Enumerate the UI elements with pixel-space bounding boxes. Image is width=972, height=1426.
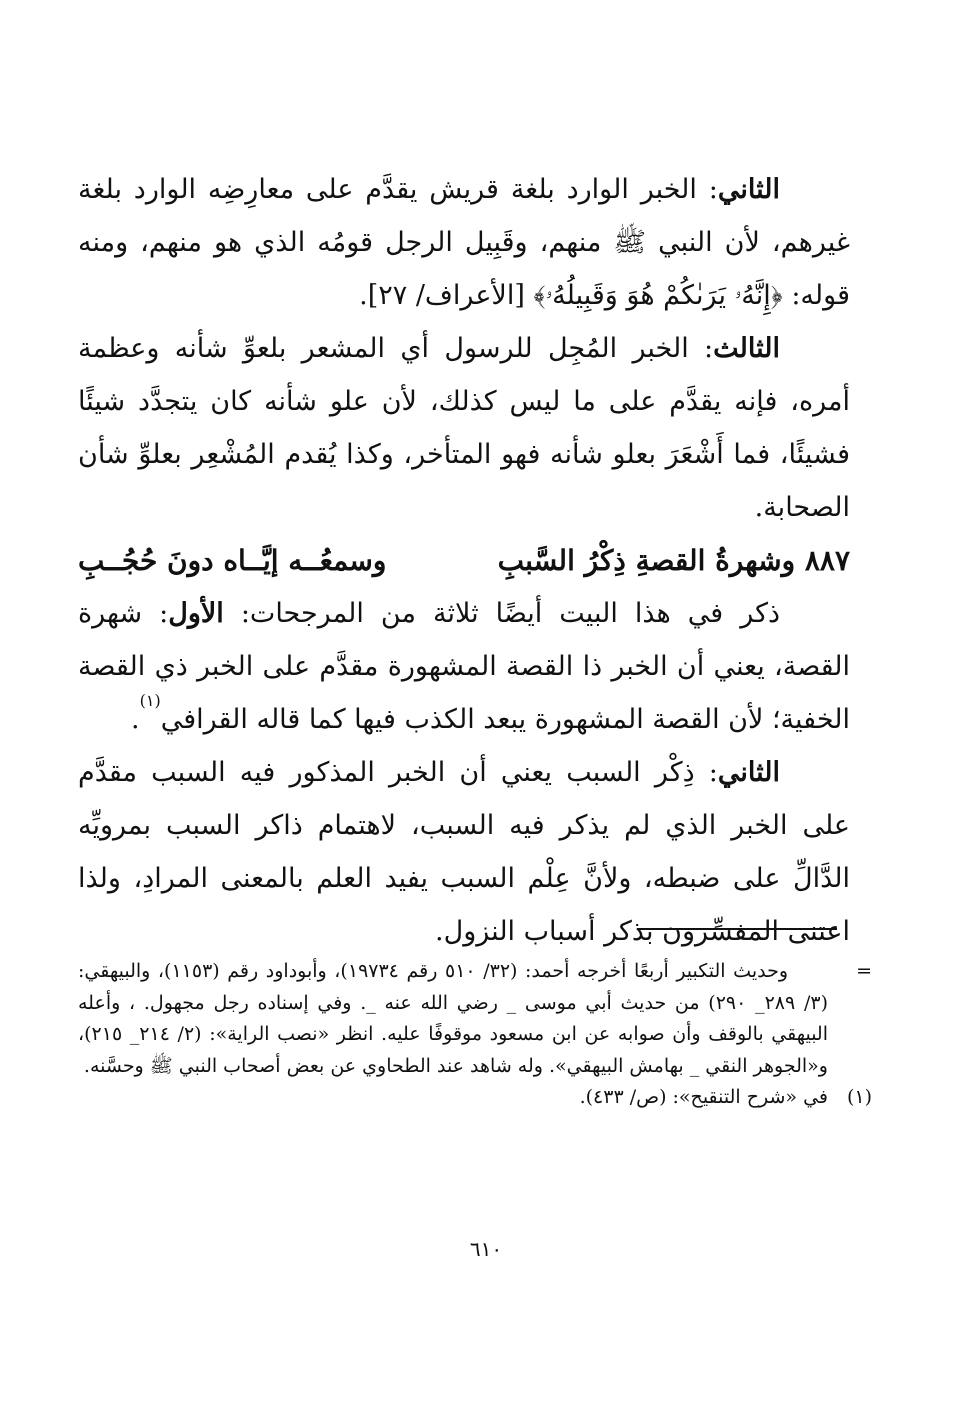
page-number: ٦١٠ xyxy=(469,1237,503,1261)
paragraph-lead: الثاني xyxy=(717,174,780,205)
paragraph-second-cause xyxy=(78,746,850,958)
paragraph-lead: الثاني xyxy=(717,757,780,788)
main-text xyxy=(78,163,850,958)
paragraph-text: : ذِكْر السبب يعني أن الخبر المذكور فيه السبب مقدَّم على الخبر الذي لم يذكر فيه السبب، لاهتمام ذاكر السبب بمرويِّه الدَّالِّ على ضبطه، ولأنَّ عِلْم السبب يفيد العلم بالمعنى المرادِ، ولذا اعتنى المفسِّرون بذكر أسباب النزول. xyxy=(78,757,850,947)
paragraph-text: ذكر في هذا البيت أيضًا ثلاثة من المرجحات: xyxy=(223,598,780,629)
paragraph-end: . xyxy=(131,704,140,735)
verse-first-hemistich: ٨٨٧ وشهرةُ القصةِ ذِكْرُ السَّببِ xyxy=(497,544,850,577)
footnote-continuation-text: وحديث التكبير أربعًا أخرجه أحمد: (٣٢/ ٥١٠ رقم ١٩٧٣٤)، وأبوداود رقم (١١٥٣)، والبيهقي: (٣/ ٢٨٩_ ٢٩٠) من حديث أبي موسى _ رضي الله عنه _. وفي إسناده رجل مجهول. ، وأعله البيهقي بالوقف وأن صوابه عن ابن مسعود موقوفًا عليه. انظر «نصب الراية»: (٢/ ٢١٤_ ٢١٥)، و«الجوهر النقي _ بهامش البيهقي». وله شاهد عند الطحاوي عن بعض أصحاب النبي ﷺ وحسَّنه. xyxy=(78,960,828,1077)
paragraph-second-reason xyxy=(78,163,850,322)
paragraph-lead: الأول xyxy=(168,598,224,629)
footnote-divider xyxy=(637,928,837,930)
footnote-reference[interactable]: (١) xyxy=(139,691,161,710)
paragraph-first-reason xyxy=(78,587,850,746)
paragraph-third-reason xyxy=(78,322,850,534)
paragraph-text: : شهرة القصة، يعني أن الخبر ذا القصة المشهورة مقدَّم على الخبر ذي القصة الخفية؛ لأن القصة المشهورة يبعد الكذب فيها كما قاله القرافي xyxy=(78,598,850,735)
footnote-1 xyxy=(78,1082,872,1114)
footnotes xyxy=(78,956,872,1114)
paragraph-lead: الثالث xyxy=(713,333,780,364)
footnote-continuation xyxy=(78,956,872,1082)
verse-second-hemistich: وسمعُــه إيَّــاه دونَ حُجُــبِ xyxy=(78,544,387,577)
paragraph-text: : الخبر المُجِل للرسول أي المشعر بلعوِّ شأنه وعظمة أمره، فإنه يقدَّم على ما ليس كذلك، لأن علو شأنه كان يتجدَّد شيئًا فشيئًا، فما أَشْعَرَ بعلو شأنه فهو المتأخر، وكذا يُقدم المُشْعِر بعلوِّ شأن الصحابة. xyxy=(78,333,850,523)
verse-line xyxy=(78,534,850,587)
footnote-text: في «شرح التنقيح»: (ص/ ٤٣٣). xyxy=(579,1086,828,1108)
footnote-marker: (١) xyxy=(846,1086,872,1108)
paragraph-text: : الخبر الوارد بلغة قريش يقدَّم على معارِضِه الوارد بلغة غيرهم، لأن النبي ﷺ منهم، وقَبِيل الرجل قومُه الذي هو منهم، ومنه قوله: ﴿إِنَّهُۥ يَرَىٰكُمْ هُوَ وَقَبِيلُهُۥ﴾ [الأعراف/ ٢٧]. xyxy=(78,174,850,311)
footnote-continuation-marker: = xyxy=(856,960,872,982)
